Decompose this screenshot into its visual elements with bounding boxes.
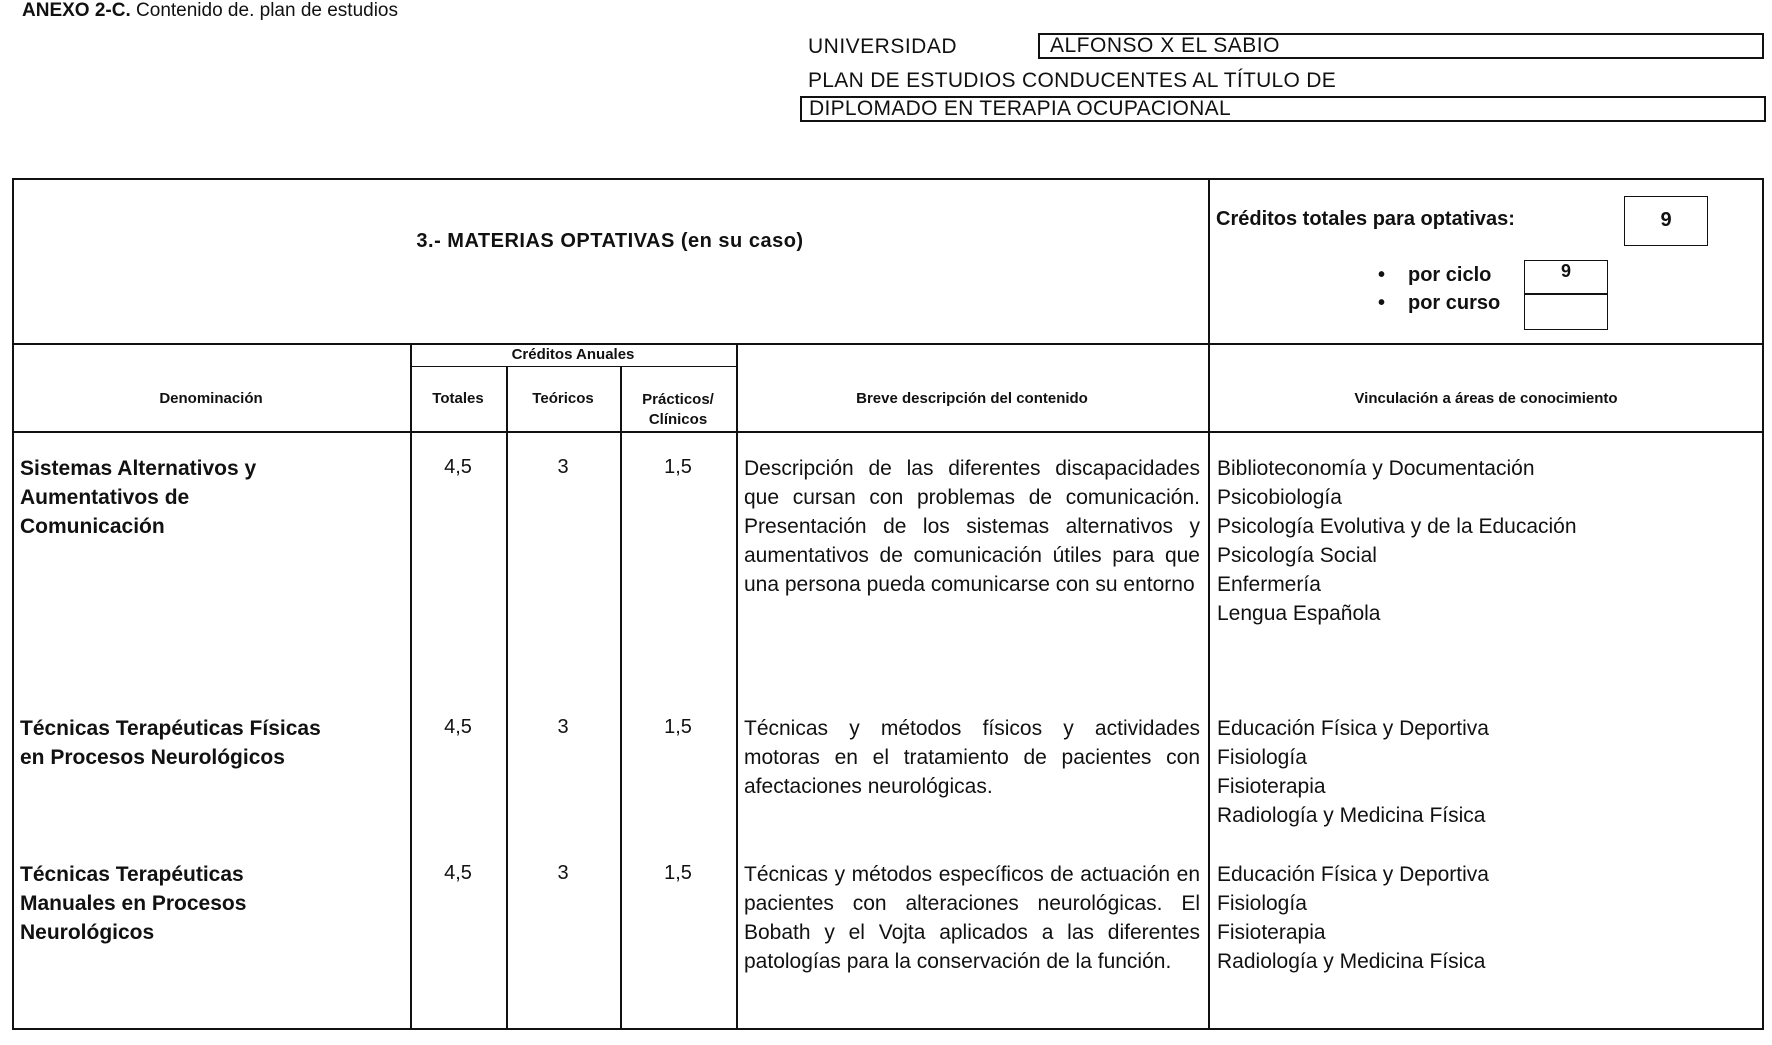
subject-name-line: Técnicas Terapéuticas Físicas (20, 717, 321, 740)
subject-description: Descripción de las diferentes discapacidades que cursan con problemas de comunicación. Presentación de los sistemas alternativos y aumentativos de comunicación útiles para que una persona pueda comunicarse con su entorno (744, 457, 1200, 596)
knowledge-areas (1217, 714, 1757, 830)
knowledge-area-item: Fisioterapia (1217, 775, 1326, 798)
header-divider (12, 343, 1764, 345)
column-header-practice-line1: Prácticos/ (642, 391, 714, 408)
subject-name (20, 714, 400, 772)
annex-title: Contenido de. plan de estudios (130, 0, 399, 21)
total-credits-value: 9 (1624, 196, 1708, 246)
degree-title-field: DIPLOMADO EN TERAPIA OCUPACIONAL (800, 96, 1766, 122)
credits-practice-cell: 1,5 (664, 716, 692, 738)
credits-total-cell: 4,5 (444, 862, 472, 884)
total-credits-label: Créditos totales para optativas: (1216, 208, 1515, 230)
subject-name (20, 860, 400, 947)
subject-description: Técnicas y métodos físicos y actividades motoras en el tratamiento de pacientes con afectaciones neurológicas. (744, 717, 1200, 798)
knowledge-area-item: Fisiología (1217, 892, 1307, 915)
knowledge-area-item: Psicología Social (1217, 544, 1377, 567)
knowledge-area-item: Fisiología (1217, 746, 1307, 769)
column-header-name: Denominación (159, 390, 263, 407)
credits-total-cell: 4,5 (444, 716, 472, 738)
knowledge-area-item: Psicobiología (1217, 486, 1342, 509)
university-label: UNIVERSIDAD (808, 35, 958, 58)
knowledge-areas (1217, 454, 1757, 628)
credits-practice-cell: 1,5 (664, 456, 692, 478)
column-header-description: Breve descripción del contenido (856, 390, 1088, 407)
knowledge-area-item: Psicología Evolutiva y de la Educación (1217, 515, 1577, 538)
areas-column-divider (1208, 178, 1210, 1030)
name-column-divider (410, 343, 412, 1030)
plan-label: PLAN DE ESTUDIOS CONDUCENTES AL TÍTULO DE (808, 69, 1337, 92)
column-header-practice (620, 390, 736, 430)
knowledge-area-item: Educación Física y Deportiva (1217, 717, 1489, 740)
credits-theory-cell: 3 (557, 862, 569, 884)
credits-total-cell: 4,5 (444, 456, 472, 478)
knowledge-areas (1217, 860, 1757, 976)
column-header-areas: Vinculación a áreas de conocimiento (1354, 390, 1618, 407)
university-name-field: ALFONSO X EL SABIO (1038, 33, 1764, 59)
description-column-divider (736, 343, 738, 1030)
knowledge-area-item: Biblioteconomía y Documentación (1217, 457, 1535, 480)
subject-name-line: Técnicas Terapéuticas (20, 863, 244, 886)
knowledge-area-item: Fisioterapia (1217, 921, 1326, 944)
per-cycle-label: por ciclo (1408, 264, 1492, 286)
column-header-divider (12, 431, 1764, 433)
knowledge-area-item: Enfermería (1217, 573, 1321, 596)
subject-name-line: en Procesos Neurológicos (20, 746, 285, 769)
credits-theory-cell: 3 (557, 716, 569, 738)
subject-name-line: Manuales en Procesos (20, 892, 247, 915)
annual-credits-divider (410, 366, 736, 367)
section-title: 3.- MATERIAS OPTATIVAS (en su caso) (416, 230, 804, 252)
subject-name-line: Comunicación (20, 515, 165, 538)
subject-name-line: Sistemas Alternativos y (20, 457, 257, 480)
bullet-icon: • (1378, 264, 1386, 286)
column-header-total: Totales (432, 390, 484, 407)
column-header-annual-credits: Créditos Anuales (511, 346, 635, 363)
annex-number: ANEXO 2-C. (22, 0, 131, 21)
subject-name (20, 454, 400, 541)
column-header-theory: Teóricos (532, 390, 594, 407)
per-course-row (1378, 292, 1500, 315)
knowledge-area-item: Radiología y Medicina Física (1217, 950, 1486, 973)
per-cycle-value: 9 (1524, 260, 1608, 294)
subject-name-line: Aumentativos de (20, 486, 190, 509)
subject-name-line: Neurológicos (20, 921, 155, 944)
knowledge-area-item: Educación Física y Deportiva (1217, 863, 1489, 886)
knowledge-area-item: Lengua Española (1217, 602, 1381, 625)
credits-practice-cell: 1,5 (664, 862, 692, 884)
annex-heading (22, 0, 398, 22)
column-header-practice-line2: Clínicos (648, 411, 708, 428)
per-course-label: por curso (1408, 292, 1501, 314)
per-cycle-row (1378, 264, 1491, 287)
credits-theory-cell: 3 (557, 456, 569, 478)
bullet-icon: • (1378, 292, 1386, 314)
knowledge-area-item: Radiología y Medicina Física (1217, 804, 1486, 827)
per-course-value (1524, 294, 1608, 330)
subject-description: Técnicas y métodos específicos de actuación en pacientes con alteraciones neurológicas. El Bobath y el Vojta aplicados a las diferentes patologías para la conservación de la función. (744, 863, 1200, 973)
